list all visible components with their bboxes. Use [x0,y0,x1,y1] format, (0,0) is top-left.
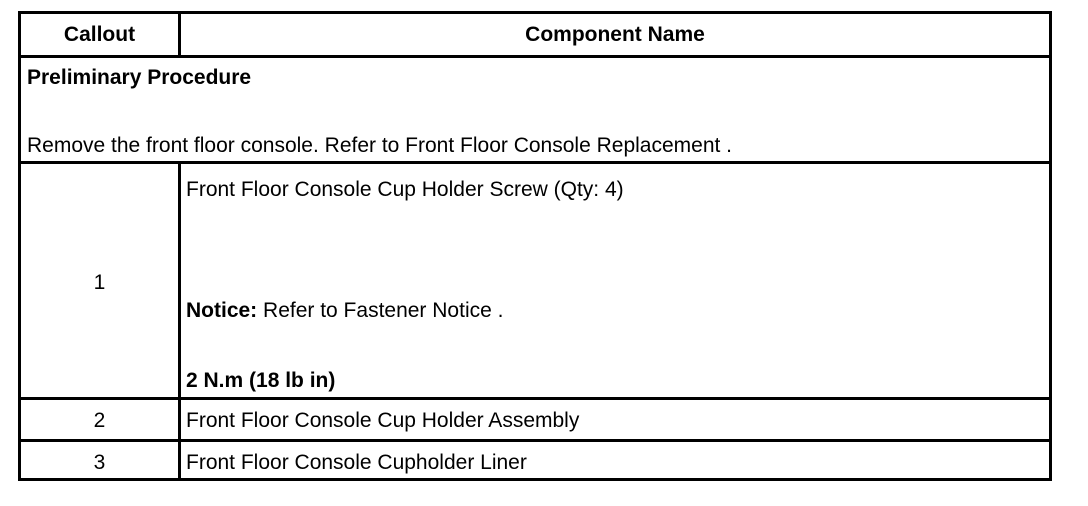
row-2-name: Front Floor Console Cup Holder Assembly [186,409,580,432]
preliminary-divider [21,161,1049,164]
row-3-name: Front Floor Console Cupholder Liner [186,451,527,474]
notice-label: Notice: [186,299,258,322]
header-component-name: Component Name [525,23,705,46]
row-1-divider [21,397,1049,400]
row-3-callout: 3 [93,451,106,474]
component-table [18,11,1052,481]
row-2-divider [21,439,1049,442]
row-2-callout: 2 [93,409,106,432]
row-1-name: Front Floor Console Cup Holder Screw (Qty: 4) [186,178,624,201]
rows-column-divider [178,164,181,478]
row-1-torque: 2 N.m (18 lb in) [186,369,336,392]
row-1-notice [186,299,503,323]
preliminary-title: Preliminary Procedure [27,66,252,89]
preliminary-text: Remove the front floor console. Refer to Front Floor Console Replacement . [27,134,732,157]
header-divider [21,55,1049,58]
header-callout: Callout [63,23,136,46]
row-1-callout: 1 [93,271,106,294]
header-column-divider [178,14,181,55]
notice-text: Refer to Fastener Notice . [257,299,504,322]
